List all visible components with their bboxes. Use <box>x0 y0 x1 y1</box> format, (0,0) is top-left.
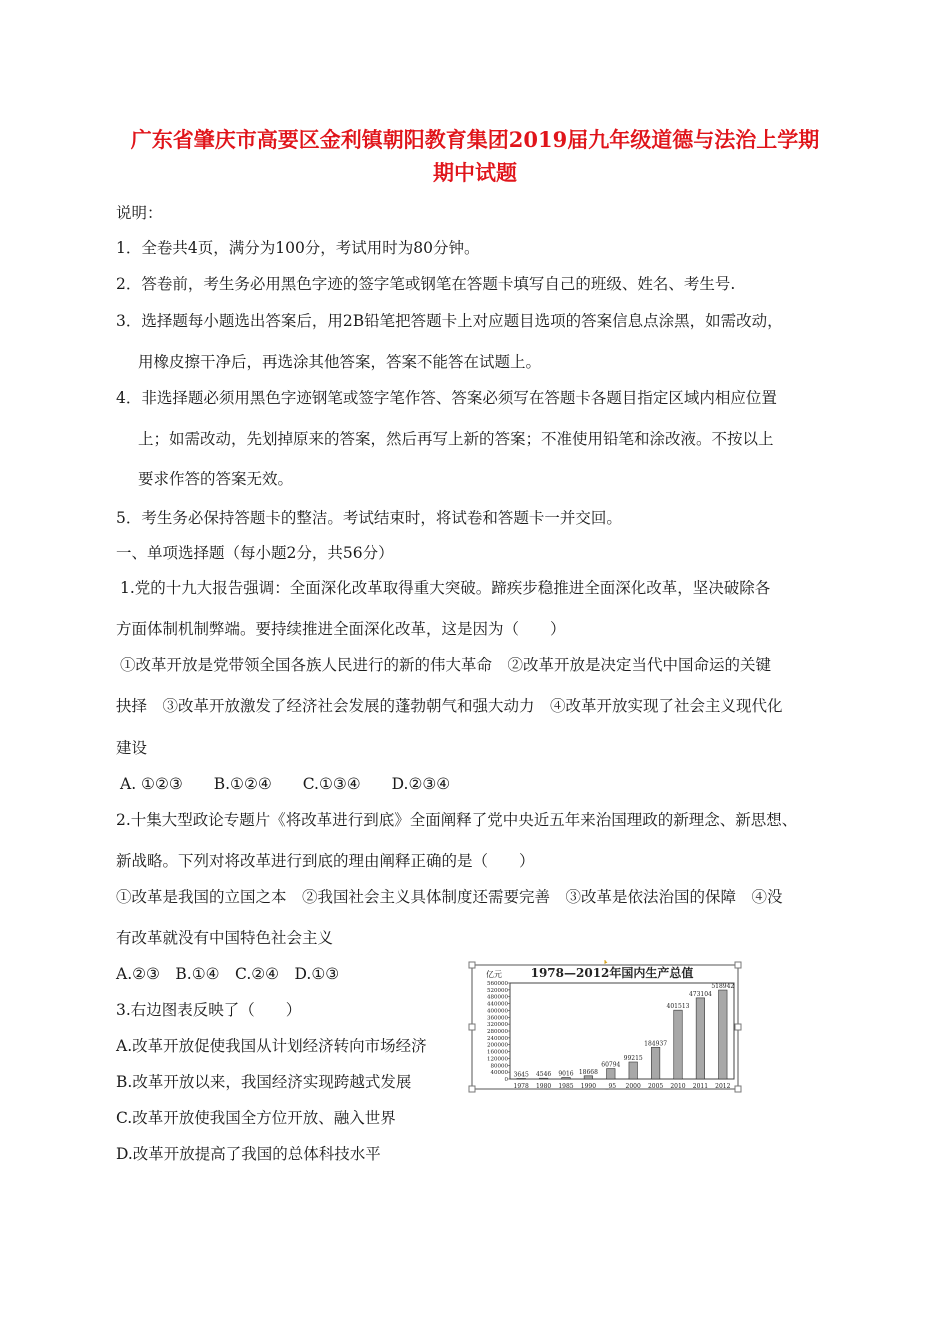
y-tick-label: 80000 <box>490 1063 508 1070</box>
instruction-4-cont-1: 上；如需改动，先划掉原来的答案，然后再写上新的答案；不准使用铅笔和涂改液。不按以上 <box>138 430 774 448</box>
q3-option-c: C.改革开放使我国全方位开放、融入世界 <box>116 1109 396 1127</box>
y-tick-label: 400000 <box>487 1008 508 1015</box>
resize-handle-tl <box>469 962 475 968</box>
y-tick-label: 520000 <box>487 987 508 994</box>
gdp-chart-svg <box>466 960 742 1094</box>
y-tick-label: 440000 <box>487 1001 508 1008</box>
q3-option-d: D.改革开放提高了我国的总体科技水平 <box>116 1145 381 1163</box>
resize-handle-ml <box>469 1024 475 1030</box>
bar <box>562 1077 571 1079</box>
instruction-3-cont: 用橡皮擦干净后，再选涂其他答案，答案不能答在试题上。 <box>138 353 542 371</box>
q3-option-a: A.改革开放促使我国从计划经济转向市场经济 <box>116 1037 427 1055</box>
resize-handle-bl <box>469 1086 475 1092</box>
q3-option-b: B.改革开放以来，我国经济实现跨越式发展 <box>116 1073 412 1091</box>
q2-choices: A.②③ B.①④ C.②④ D.①③ <box>116 965 340 983</box>
bar-data-label: 4546 <box>535 1071 552 1079</box>
q1-choices: A. ①②③ B.①②④ C.①③④ D.②③④ <box>120 775 451 793</box>
bar-data-label: 60794 <box>601 1061 621 1069</box>
y-tick-label: 200000 <box>487 1042 508 1049</box>
x-tick-label: 2000 <box>625 1083 641 1090</box>
y-tick-label: 240000 <box>487 1035 508 1042</box>
bar <box>651 1047 660 1079</box>
resize-handle-tr <box>735 962 741 968</box>
x-tick-label: 2010 <box>670 1083 686 1090</box>
y-tick-label: 320000 <box>487 1022 508 1029</box>
bar-data-label: 9016 <box>558 1070 574 1078</box>
y-tick-label: 560000 <box>487 981 508 987</box>
resize-handle-mr <box>735 1024 741 1030</box>
bar <box>696 998 705 1079</box>
title-line-1: 广东省肇庆市高要区金利镇朝阳教育集团2019届九年级道德与法治上学期 <box>130 127 820 152</box>
chart-title: 1978—2012年国内生产总值 <box>530 966 694 980</box>
x-tick-label: 1978 <box>513 1083 529 1090</box>
bar <box>674 1010 683 1079</box>
bar-data-label: 518942 <box>711 983 735 991</box>
instruction-4: 4．非选择题必须用黑色字迹钢笔或签字笔作答、答案必须写在答题卡各题目指定区域内相应位置 <box>116 389 777 407</box>
y-tick-label: 40000 <box>490 1070 508 1077</box>
q2-options-2: 有改革就没有中国特色社会主义 <box>116 929 334 947</box>
bar-data-label: 18668 <box>578 1068 598 1076</box>
instruction-5: 5．考生务必保持答题卡的整洁。考试结束时，将试卷和答题卡一并交回。 <box>116 509 622 527</box>
x-tick-label: _95 <box>605 1083 617 1090</box>
instruction-3: 3．选择题每小题选出答案后，用2B铅笔把答题卡上对应题目选项的答案信息点涂黑，如需改动， <box>116 312 783 330</box>
bar <box>629 1062 638 1079</box>
bar <box>517 1078 526 1079</box>
q1-stem-1: 1.党的十九大报告强调：全面深化改革取得重大突破。蹄疾步稳推进全面深化改革，坚决破除各 <box>120 579 771 597</box>
bar <box>584 1076 593 1079</box>
chart-ylabel: 亿元 <box>486 970 502 979</box>
q1-stem-2: 方面体制机制弊端。要持续推进全面深化改革，这是因为（ ） <box>116 620 566 638</box>
x-tick-label: 2011 <box>692 1083 709 1090</box>
q3-stem: 3.右边图表反映了（ ） <box>116 1001 302 1019</box>
x-tick-label: 1980 <box>535 1083 552 1090</box>
bar-data-label: 99215 <box>623 1054 643 1062</box>
instruction-4-cont-2: 要求作答的答案无效。 <box>138 470 294 488</box>
y-tick-label: 280000 <box>487 1029 508 1035</box>
y-tick-label: 0 <box>504 1077 508 1083</box>
bar <box>719 990 728 1079</box>
bar <box>607 1069 616 1079</box>
x-tick-label: 2005 <box>647 1083 664 1090</box>
rotate-handle-icon: ꔪ <box>603 960 609 967</box>
bar <box>539 1078 548 1079</box>
title-line-2: 期中试题 <box>433 160 517 185</box>
y-tick-label: 120000 <box>487 1056 508 1063</box>
bar-data-label: 3645 <box>513 1071 529 1079</box>
q2-stem-1: 2.十集大型政论专题片《将改革进行到底》全面阐释了党中央近五年来治国理政的新理念、新思想、 <box>116 811 798 829</box>
q2-stem-2: 新战略。下列对将改革进行到底的理由阐释正确的是（ ） <box>116 852 535 870</box>
instructions-heading: 说明： <box>116 204 163 222</box>
instruction-1: 1．全卷共4页，满分为100分，考试用时为80分钟。 <box>116 239 480 257</box>
bar-data-label: 184937 <box>644 1040 668 1048</box>
resize-handle-br <box>735 1086 741 1092</box>
x-tick-label: 1985 <box>558 1083 574 1090</box>
bar-data-label: 473104 <box>688 990 712 998</box>
section-heading: 一、单项选择题（每小题2分，共56分） <box>116 544 394 562</box>
x-tick-label: 2012 <box>715 1083 731 1090</box>
q1-options-2: 抉择 ③改革开放激发了经济社会发展的蓬勃朝气和强大动力 ④改革开放实现了社会主义现代化 <box>116 697 783 715</box>
bar-data-label: 401513 <box>666 1003 690 1011</box>
y-tick-label: 480000 <box>487 994 508 1001</box>
y-tick-label: 360000 <box>487 1015 508 1022</box>
q2-options-1: ①改革是我国的立国之本 ②我国社会主义具体制度还需要完善 ③改革是依法治国的保障 ④没 <box>116 888 783 906</box>
gdp-chart <box>466 960 742 1094</box>
instruction-2: 2．答卷前，考生务必用黑色字迹的签字笔或钢笔在答题卡填写自己的班级、姓名、考生号. <box>116 275 736 293</box>
q1-options-3: 建设 <box>116 739 148 757</box>
x-tick-label: 1990 <box>580 1083 597 1090</box>
y-tick-label: 160000 <box>487 1049 508 1056</box>
q1-options-1: ①改革开放是党带领全国各族人民进行的新的伟大革命 ②改革开放是决定当代中国命运的关键 <box>120 656 772 674</box>
